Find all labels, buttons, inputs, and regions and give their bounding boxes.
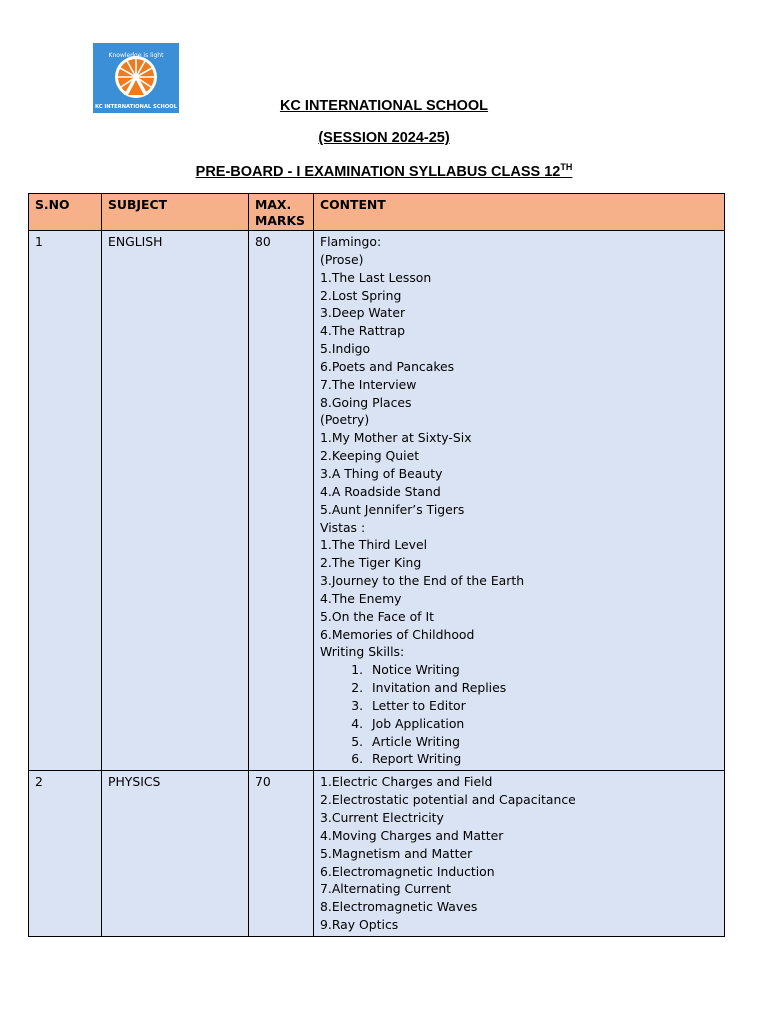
writing-skill-item: 2. Invitation and Replies	[367, 679, 718, 697]
exam-title	[0, 162, 768, 180]
exam-title-text: PRE-BOARD - I EXAMINATION SYLLABUS CLASS 12	[195, 163, 561, 180]
column-header-content: CONTENT	[314, 194, 725, 231]
content-item: 6.Memories of Childhood	[320, 626, 475, 642]
writing-skill-item: 6. Report Writing	[367, 750, 718, 768]
content-item: 3.Current Electricity	[320, 810, 444, 825]
content-item: 3.Deep Water	[320, 305, 406, 321]
content-item: Writing Skills:	[320, 644, 405, 660]
row-sno: 2	[29, 771, 102, 937]
content-item: 1.Electric Charges and Field	[320, 774, 493, 790]
content-item: 2.Lost Spring	[320, 287, 402, 303]
content-item: 1.My Mother at Sixty-Six	[320, 430, 472, 446]
content-item: 1.The Third Level	[320, 537, 428, 553]
row-max-marks: 80	[249, 231, 314, 771]
content-item: 4.The Enemy	[320, 590, 402, 606]
content-item: 3.Journey to the End of the Earth	[320, 573, 525, 589]
content-item: 6.Poets and Pancakes	[320, 358, 455, 374]
content-list	[320, 773, 718, 934]
content-item: 1.The Last Lesson	[320, 269, 432, 285]
content-item: 3.A Thing of Beauty	[320, 465, 443, 481]
content-item: 5.On the Face of It	[320, 608, 434, 624]
row-content	[314, 231, 725, 771]
content-item: 5.Magnetism and Matter	[320, 845, 473, 861]
content-item: 2.Keeping Quiet	[320, 448, 420, 464]
table-header-row	[29, 194, 725, 231]
school-name: KC INTERNATIONAL SCHOOL	[279, 98, 489, 114]
writing-skill-item: 3. Letter to Editor	[367, 697, 718, 715]
writing-skill-item: 5. Article Writing	[367, 733, 718, 751]
content-item: 8.Going Places	[320, 394, 412, 410]
column-header-max-marks: MAX. MARKS	[249, 194, 314, 231]
row-subject: ENGLISH	[102, 231, 249, 771]
content-item: 5.Indigo	[320, 341, 371, 357]
row-content	[314, 771, 725, 937]
content-item: (Prose)	[320, 251, 364, 267]
content-item: 5.Aunt Jennifer’s Tigers	[320, 501, 465, 517]
content-item: Vistas :	[320, 519, 366, 535]
table-row	[29, 231, 725, 771]
content-item: 6.Electromagnetic Induction	[320, 863, 495, 879]
column-header-subject: SUBJECT	[102, 194, 249, 231]
content-item: 2.The Tiger King	[320, 555, 422, 571]
logo-motto: Knowledge is light	[108, 52, 164, 59]
content-item: 7.Alternating Current	[320, 881, 452, 897]
row-sno: 1	[29, 231, 102, 771]
column-header-sno: S.NO	[29, 194, 102, 231]
content-item: Flamingo:	[320, 234, 382, 249]
writing-skill-item: 4. Job Application	[367, 715, 718, 733]
exam-title-superscript: TH	[560, 162, 573, 172]
content-item: 4.The Rattrap	[320, 323, 406, 339]
content-list	[320, 233, 718, 661]
row-max-marks: 70	[249, 771, 314, 937]
writing-skill-item: 1. Notice Writing	[367, 661, 718, 679]
content-item: 2.Electrostatic potential and Capacitance	[320, 792, 576, 808]
syllabus-table	[28, 193, 725, 937]
content-item: 8.Electromagnetic Waves	[320, 899, 478, 915]
content-item: 4.Moving Charges and Matter	[320, 827, 504, 843]
writing-skills-list	[320, 661, 718, 768]
row-subject: PHYSICS	[102, 771, 249, 937]
table-row	[29, 771, 725, 937]
content-item: (Poetry)	[320, 412, 370, 428]
content-item: 9.Ray Optics	[320, 917, 399, 933]
content-item: 7.The Interview	[320, 376, 417, 392]
logo-name: KC INTERNATIONAL SCHOOL	[94, 104, 178, 110]
content-item: 4.A Roadside Stand	[320, 483, 441, 499]
session-title: (SESSION 2024-25)	[318, 130, 450, 146]
